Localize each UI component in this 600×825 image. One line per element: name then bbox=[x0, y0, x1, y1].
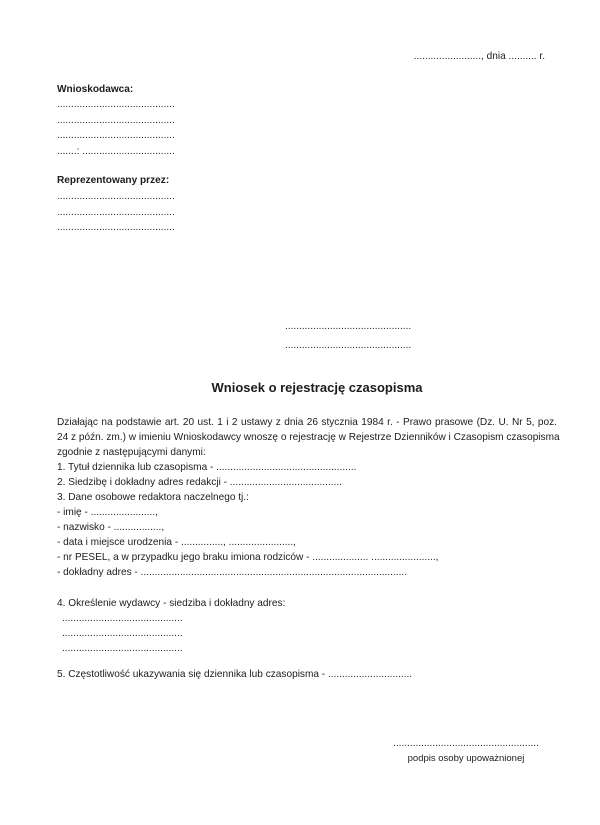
form-body bbox=[57, 415, 560, 580]
field-journal-title: 1. Tytuł dziennika lub czasopisma - .................................................. bbox=[57, 462, 357, 473]
publisher-section-heading: 4. Określenie wydawcy - siedziba i dokładny adres: bbox=[57, 598, 286, 609]
field-editorial-address: 2. Siedzibę i dokładny adres redakcji - ........................................ bbox=[57, 477, 342, 488]
intro-paragraph-line: 24 z późn. zm.) w imieniu Wnioskodawcy wnoszę o rejestrację w Rejestrze Dzienników i Czasopism czasopisma bbox=[57, 432, 560, 443]
publisher-blank-line: ........................................... bbox=[62, 613, 183, 624]
publisher-section bbox=[57, 596, 557, 656]
representative-blank-line: .......................................... bbox=[57, 191, 175, 202]
editor-address-field: - dokładny adres - ............................................................................................... bbox=[57, 567, 408, 578]
signature-blank-line: .................................................... bbox=[393, 738, 539, 749]
editor-first-name-field: - imię - ......................., bbox=[57, 507, 158, 518]
signature-section bbox=[366, 736, 566, 766]
document-title: Wniosek o rejestrację czasopisma bbox=[211, 380, 423, 395]
intro-paragraph-line: Działając na podstawie art. 20 ust. 1 i 2 ustawy z dnia 26 stycznia 1984 r. - Prawo prasowe (Dz. U. Nr 5, poz. bbox=[57, 417, 557, 428]
representative-heading: Reprezentowany przez: bbox=[57, 175, 170, 186]
frequency-field: 5. Częstotliwość ukazywania się dziennika lub czasopisma - .............................. bbox=[57, 669, 413, 680]
addressee-blank-line: ............................................. bbox=[285, 321, 412, 332]
representative-section bbox=[57, 189, 175, 236]
publisher-blank-line: ........................................... bbox=[62, 628, 183, 639]
editor-last-name-field: - nazwisko - ................., bbox=[57, 522, 165, 533]
signature-caption: podpis osoby upoważnionej bbox=[407, 753, 525, 764]
addressee-section bbox=[285, 317, 411, 355]
applicant-section bbox=[57, 97, 175, 159]
intro-paragraph-line: zgodnie z następującymi danymi: bbox=[57, 447, 206, 458]
editor-pesel-field: - nr PESEL, a w przypadku jego braku imiona rodziców - .................... ......................., bbox=[57, 552, 439, 563]
editor-birth-field: - data i miejsce urodzenia - ..............., ......................., bbox=[57, 537, 296, 548]
editor-section-heading: 3. Dane osobowe redaktora naczelnego tj.: bbox=[57, 492, 249, 503]
representative-blank-line: .......................................... bbox=[57, 222, 175, 233]
addressee-blank-line: ............................................. bbox=[285, 340, 412, 351]
publisher-blank-line: ........................................... bbox=[62, 643, 183, 654]
applicant-blank-line: .......................................... bbox=[57, 130, 175, 141]
applicant-blank-line: .......................................... bbox=[57, 99, 175, 110]
date-line: ........................, dnia .......... r. bbox=[413, 51, 545, 62]
applicant-heading: Wnioskodawca: bbox=[57, 84, 134, 95]
applicant-blank-line: .......................................... bbox=[57, 114, 175, 126]
applicant-blank-line: .......: ................................. bbox=[57, 145, 175, 157]
representative-blank-line: .......................................... bbox=[57, 206, 175, 218]
